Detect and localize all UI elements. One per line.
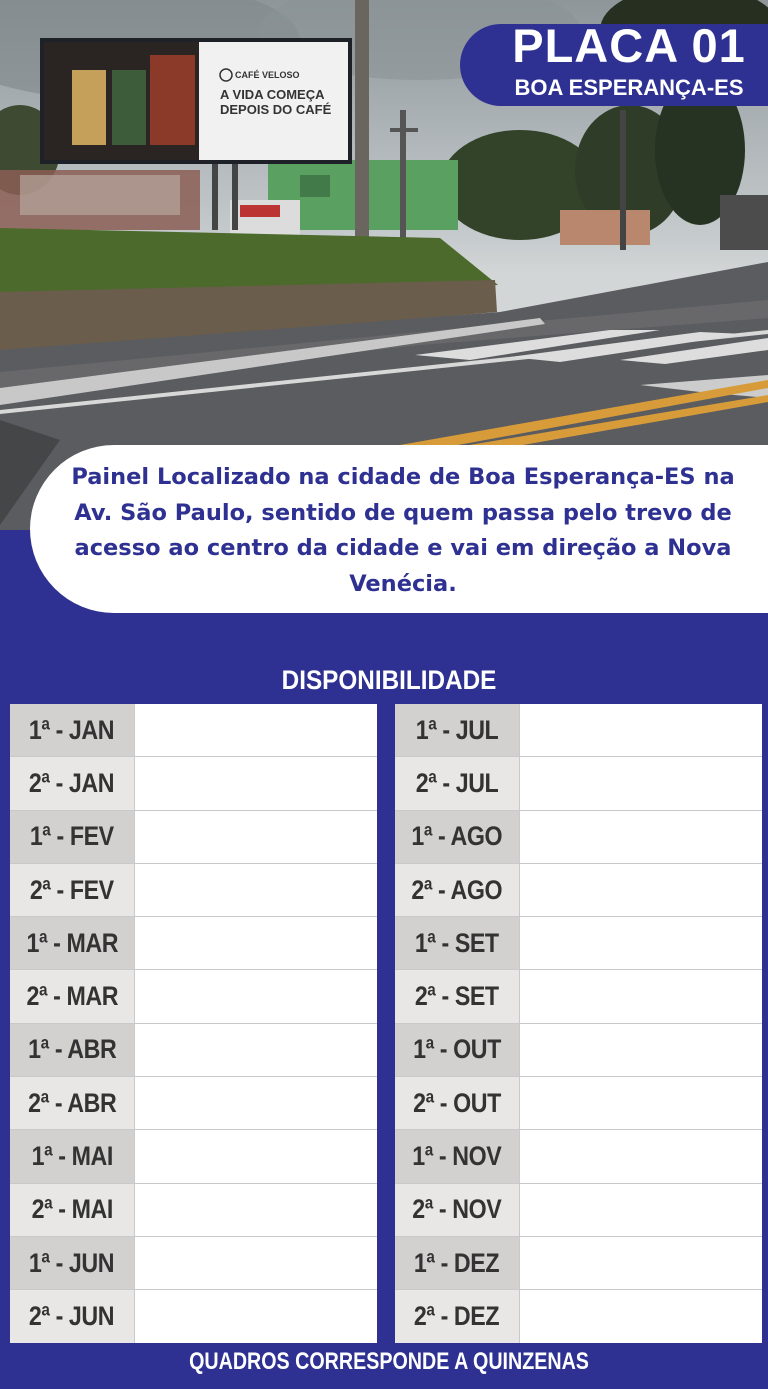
fortnight-label-cell: [10, 704, 134, 756]
fortnight-label-cell: [395, 1237, 519, 1289]
availability-row: [10, 864, 377, 917]
fortnight-label-cell: [395, 970, 519, 1022]
fortnight-label-cell: [10, 917, 134, 969]
fortnight-label-cell: [10, 1290, 134, 1342]
availability-cell: [134, 1237, 377, 1289]
fortnight-label: 1ª - NOV: [412, 1141, 502, 1172]
fortnight-label: 1ª - DEZ: [414, 1247, 500, 1278]
fortnight-label-cell: [395, 811, 519, 863]
availability-cell: [519, 1237, 762, 1289]
availability-row: [10, 811, 377, 864]
fortnight-label: 2ª - JUN: [29, 1300, 115, 1331]
availability-row: [395, 811, 762, 864]
fortnight-label: 2ª - JAN: [29, 767, 115, 798]
fortnight-label: 1ª - AGO: [411, 821, 503, 852]
availability-row: [10, 1290, 377, 1342]
availability-title: DISPONIBILIDADE: [281, 665, 497, 695]
availability-row: [395, 864, 762, 917]
availability-row: [10, 757, 377, 810]
billboard-slogan-1: A VIDA COMEÇA: [220, 87, 325, 102]
fortnight-label-cell: [10, 1237, 134, 1289]
availability-row: [10, 1130, 377, 1183]
availability-row: [10, 917, 377, 970]
availability-row: [10, 1184, 377, 1237]
fortnight-label: 2ª - DEZ: [414, 1300, 500, 1331]
availability-row: [10, 1237, 377, 1290]
fortnight-label: 1ª - JAN: [29, 714, 115, 745]
availability-table-right: [394, 703, 763, 1344]
fortnight-label-cell: [395, 1130, 519, 1182]
availability-row: [395, 1024, 762, 1077]
availability-cell: [134, 757, 377, 809]
availability-row: [395, 704, 762, 757]
fortnight-label: 1ª - JUN: [29, 1247, 115, 1278]
fortnight-label-cell: [10, 864, 134, 916]
availability-row: [395, 1130, 762, 1183]
fortnight-label-cell: [395, 704, 519, 756]
availability-row: [10, 970, 377, 1023]
availability-row: [395, 1237, 762, 1290]
location-description: Painel Localizado na cidade de Boa Esperança-ES na Av. São Paulo, sentido de quem passa pelo trevo de acesso ao centro da cidade e vai em direção a Nova Venécia.: [71, 464, 735, 597]
availability-cell: [134, 970, 377, 1022]
fortnight-label-cell: [395, 864, 519, 916]
fortnight-label-cell: [10, 1077, 134, 1129]
availability-row: [10, 1024, 377, 1077]
fortnight-label: 1ª - MAR: [26, 927, 118, 958]
billboard-slogan-2: DEPOIS DO CAFÉ: [220, 102, 332, 117]
availability-row: [395, 917, 762, 970]
fortnight-label: 1ª - JUL: [415, 714, 499, 745]
availability-table-left: [9, 703, 378, 1344]
fortnight-label: 2ª - OUT: [413, 1087, 501, 1118]
fortnight-label-cell: [10, 1130, 134, 1182]
fortnight-label-cell: [10, 1184, 134, 1236]
availability-cell: [519, 970, 762, 1022]
fortnight-label-cell: [10, 1024, 134, 1076]
fortnight-label: 1ª - SET: [415, 927, 499, 958]
fortnight-label-cell: [10, 757, 134, 809]
availability-cell: [519, 1290, 762, 1342]
fortnight-label: 2ª - NOV: [412, 1194, 502, 1225]
availability-row: [395, 970, 762, 1023]
fortnight-label-cell: [395, 1077, 519, 1129]
fortnight-label: 2ª - ABR: [27, 1087, 117, 1118]
fortnight-label: 2ª - MAI: [31, 1194, 113, 1225]
availability-row: [395, 1184, 762, 1237]
availability-row: [395, 1290, 762, 1342]
fortnight-label-cell: [395, 757, 519, 809]
footer-note: QUADROS CORRESPONDE A QUINZENAS: [189, 1348, 589, 1375]
page-subtitle: BOA ESPERANÇA-ES: [514, 75, 744, 100]
fortnight-label: 1ª - OUT: [413, 1034, 501, 1065]
availability-cell: [519, 1130, 762, 1182]
fortnight-label: 2ª - SET: [415, 981, 499, 1012]
availability-cell: [519, 704, 762, 756]
fortnight-label: 1ª - MAI: [31, 1141, 113, 1172]
availability-cell: [134, 1130, 377, 1182]
fortnight-label: 1ª - FEV: [30, 821, 114, 852]
availability-cell: [134, 917, 377, 969]
availability-row: [10, 704, 377, 757]
availability-cell: [134, 1077, 377, 1129]
fortnight-label-cell: [395, 1290, 519, 1342]
availability-row: [10, 1077, 377, 1130]
page-title: PLACA 01: [512, 19, 746, 72]
availability-cell: [134, 704, 377, 756]
fortnight-label: 2ª - MAR: [26, 981, 118, 1012]
availability-cell: [134, 1290, 377, 1342]
fortnight-label-cell: [395, 917, 519, 969]
fortnight-label: 2ª - FEV: [30, 874, 114, 905]
availability-cell: [519, 1184, 762, 1236]
fortnight-label-cell: [395, 1024, 519, 1076]
availability-cell: [134, 864, 377, 916]
availability-row: [395, 757, 762, 810]
billboard-brand: CAFÉ VELOSO: [235, 70, 300, 80]
availability-cell: [134, 1184, 377, 1236]
availability-cell: [519, 917, 762, 969]
fortnight-label: 1ª - ABR: [27, 1034, 117, 1065]
availability-cell: [519, 757, 762, 809]
fortnight-label: 2ª - JUL: [415, 767, 499, 798]
availability-cell: [519, 811, 762, 863]
fortnight-label: 2ª - AGO: [411, 874, 503, 905]
fortnight-label-cell: [10, 970, 134, 1022]
availability-cell: [519, 1024, 762, 1076]
availability-cell: [519, 1077, 762, 1129]
fortnight-label-cell: [395, 1184, 519, 1236]
availability-cell: [134, 1024, 377, 1076]
availability-cell: [134, 811, 377, 863]
fortnight-label-cell: [10, 811, 134, 863]
availability-cell: [519, 864, 762, 916]
availability-row: [395, 1077, 762, 1130]
